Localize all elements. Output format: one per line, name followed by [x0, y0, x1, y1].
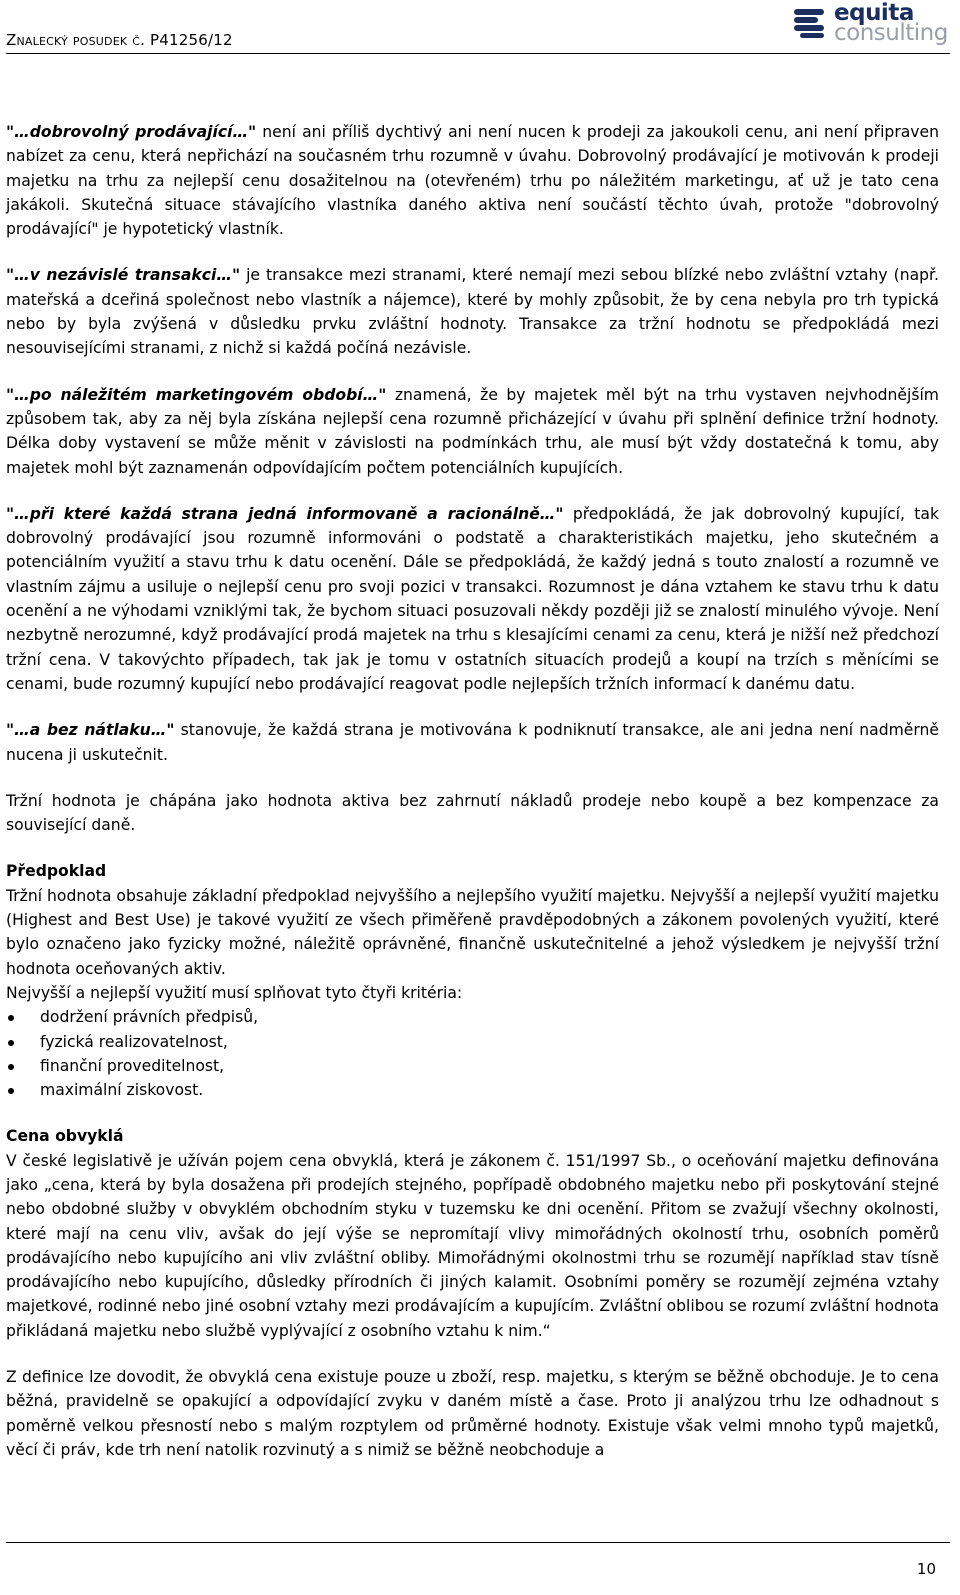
paragraph-dobrovolny-prodavajici — [6, 120, 939, 241]
page-header — [0, 0, 960, 58]
list-item: maximální ziskovost. — [6, 1078, 939, 1102]
definition-term: "…dobrovolný prodávající…" — [6, 123, 257, 141]
definition-text: je transakce mezi stranami, které nemají mezi sebou blízké nebo zvláštní vztahy (např. mateřská a dceřiná společnost nebo vlastník a nájemce), které by mohly způsobit, že by cena nebyla pro trh typická nebo by byla zvýšená v důsledku prvku zvláštní hodnoty. Transakce za tržní hodnotu se předpokládá mezi nesouvisejícími stranami, z nichž si každá počíná nezávisle. — [6, 266, 939, 358]
paragraph-cena-obvykla: V české legislativě je užíván pojem cena obvyklá, která je zákonem č. 151/1997 Sb., o oceňování majetku definována jako „cena, která by byla dosažena při prodejích stejného, popřípadě obdobného majetku nebo při poskytování stejné nebo obdobné služby v obvyklém obchodním styku v tuzemsku ke dni ocenění. Přitom se zvažují všechny okolnosti, které mají na cenu vliv, avšak do její výše se nepromítají vlivy mimořádných okolností trhu, osobních poměrů prodávajícího nebo kupujícího ani vliv zvláštní obliby. Mimořádnými okolnostmi trhu se rozumějí například stav tísně prodávajícího nebo kupujícího, důsledky přírodních či jiných kalamit. Osobními poměry se rozumějí zejména vztahy majetkové, rodinné nebo jiné osobní vztahy mezi prodávajícím a kupujícím. Zvláštní oblibou se rozumí zvláštní hodnota přikládaná majetku nebo službě vyplývající z osobního vztahu k nim.“ — [6, 1151, 939, 1340]
definition-term: "…při které každá strana jedná informovaně a racionálně…" — [6, 504, 564, 523]
definition-text: předpokládá, že jak dobrovolný kupující, tak dobrovolný prodávající jsou rozumně informováni o podstatě a charakteristikách majetku, jeho skutečném a potenciálním využití a stavu trhu k datu ocenění. Dále se předpokládá, že každý jedná s touto znalostí a rozumně ve vlastním zájmu a usiluje o nejlepší cenu pro svoji pozici v transakci. Rozumnost je dána vztahem ke stavu trhu k datu ocenění a ne výhodami vzniklými tak, že bychom situaci posuzovali někdy později již se znalostí minulého vývoje. Není nezbytně nerozumné, když prodávající prodá majetek na trhu s klesajícími cenami za cenu, která je nižší než předchozí tržní cena. V takovýchto případech, tak jak je tomu v ostatních situacích prodejů a koupí na trzích s měnícími se cenami, bude rozumný kupující nebo prodávající reagovat podle nejlepších tržních informací k danému datu. — [6, 504, 939, 693]
paragraph-trzni-hodnota: Tržní hodnota je chápána jako hodnota aktiva bez zahrnutí nákladů prodeje nebo koupě a bez kompenzace za související daně. — [6, 791, 939, 835]
paragraph-definice-dovozeni: Z definice lze dovodit, že obvyklá cena existuje pouze u zboží, resp. majetku, s kterým se běžně obchoduje. Je to cena běžná, pravidelně se opakující a odpovídající zvyku v daném místě a čase. Proto ji analýzou trhu lze odhadnout s poměrně velkou přesností nebo s malým rozptylem od průměrné hodnoty. Existuje však velmi mnoho typů majetků, věcí či práv, kde trh není natolik rozvinutý a s nimiž se běžně neobchoduje a — [6, 1368, 939, 1459]
definition-term: "…a bez nátlaku…" — [6, 721, 175, 740]
logo-text-consulting: consulting — [834, 20, 948, 46]
list-item: fyzická realizovatelnost, — [6, 1030, 939, 1054]
paragraph-marketingove-obdobi — [6, 383, 939, 480]
header-divider — [6, 53, 950, 54]
section-heading-predpoklad: Předpoklad — [6, 862, 107, 881]
paragraph-predpoklad: Tržní hodnota obsahuje základní předpoklad nejvyššího a nejlepšího využití majetku. Nejvyšší a nejlepší využití majetku (Highest and Best Use) je takové využití ze všech přiměřeně pravděpodobných a zákonem povolených využití, které bylo označeno jako fyzicky možné, náležitě oprávněné, finančně uskutečnitelné a jehož výsledkem je nejvyšší tržní hodnota oceňovaných aktiv. — [6, 886, 939, 978]
list-item: finanční proveditelnost, — [6, 1054, 939, 1078]
section-heading-cena-obvykla: Cena obvyklá — [6, 1127, 124, 1146]
list-item: dodržení právních předpisů, — [6, 1005, 939, 1029]
logo-text-equita: equita — [834, 0, 914, 26]
footer-divider — [6, 1542, 950, 1543]
paragraph-informovane-racionalne — [6, 502, 939, 696]
paragraph-bez-natlaku — [6, 718, 939, 767]
page-number: 10 — [916, 1560, 936, 1578]
document-body — [6, 120, 939, 1462]
definition-text: stanovuje, že každá strana je motivována k podniknutí transakce, ale ani jedna není nadměrně nucena ji uskutečnit. — [6, 721, 939, 764]
criteria-intro: Nejvyšší a nejlepší využití musí splňovat tyto čtyři kritéria: — [6, 983, 463, 1002]
definition-term: "…v nezávislé transakci…" — [6, 266, 241, 285]
paragraph-nezavisla-transakce — [6, 263, 939, 360]
definition-term: "…po náležitém marketingovém období…" — [6, 385, 387, 404]
equita-logo-icon — [792, 6, 826, 40]
definition-text: není ani příliš dychtivý ani není nucen k prodeji za jakoukoli cenu, ani není připraven nabízet za cenu, která nepřichází na současném trhu rozumně v úvahu. Dobrovolný prodávající je motivován k prodeji majetku na trhu za nejlepší cenu dosažitelnou na (otevřeném) trhu po náležitém marketingu, ať už je tato cena jakákoli. Skutečná situace stávajícího vlastníka daného aktiva není součástí těchto úvah, protože "dobrovolný prodávající" je hypotetický vlastník. — [6, 123, 939, 239]
document-title: Znalecký posudek č. P41256/12 — [6, 31, 233, 49]
criteria-list — [6, 1005, 939, 1102]
company-logo — [792, 2, 956, 46]
definition-text: znamená, že by majetek měl být na trhu vystaven nejvhodnějším způsobem tak, aby za něj byla získána nejlepší cena rozumně přicházející v úvahu při splnění definice tržní hodnoty. Délka doby vystavení se může měnit v závislosti na podmínkách trhu, ale musí být vždy dostatečná k tomu, aby majetek mohl být zaznamenán odpovídajícím počtem potenciálních kupujících. — [6, 385, 939, 477]
